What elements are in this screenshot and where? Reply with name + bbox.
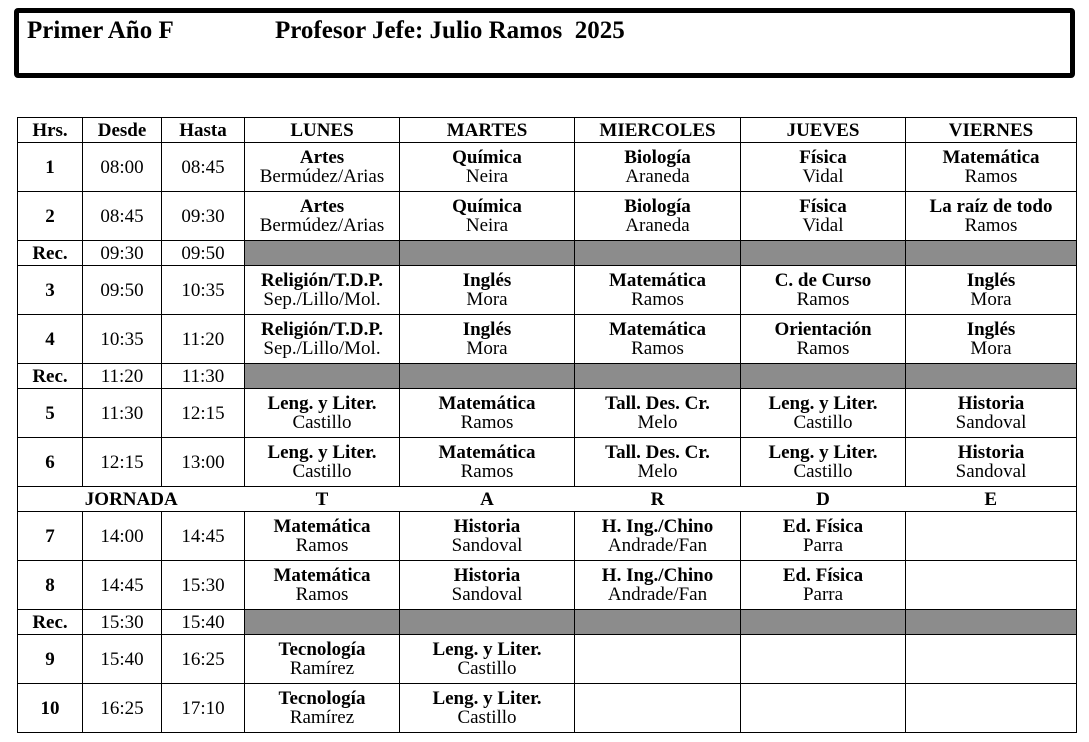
subject-name: Biología xyxy=(624,196,691,217)
to-cell: 08:45 xyxy=(162,143,245,192)
subject-name: Biología xyxy=(624,147,691,168)
subject-name: H. Ing./Chino xyxy=(601,565,714,586)
subject-name: Leng. y Liter. xyxy=(267,442,377,463)
class-cell xyxy=(245,635,400,684)
subject-name: Tecnología xyxy=(278,688,366,709)
teacher-name: Ramos xyxy=(796,338,850,359)
from-cell: 15:30 xyxy=(83,610,162,635)
recess-cell xyxy=(245,241,400,266)
header-box xyxy=(14,8,1075,78)
class-cell xyxy=(400,315,575,364)
subject-name: Matemática xyxy=(273,516,371,537)
to-cell: 11:30 xyxy=(162,364,245,389)
to-cell: 12:15 xyxy=(162,389,245,438)
recess-cell xyxy=(906,364,1077,389)
col-jueves: JUEVES xyxy=(741,118,906,143)
subject-name: Química xyxy=(452,196,522,217)
hour-cell: 5 xyxy=(18,389,83,438)
class-cell xyxy=(575,192,741,241)
teacher-name: Mora xyxy=(970,289,1012,310)
hour-cell: 8 xyxy=(18,561,83,610)
jornada-letter: E xyxy=(906,487,1077,512)
teacher-name: Mora xyxy=(466,289,508,310)
hour-cell: 1 xyxy=(18,143,83,192)
recess-row xyxy=(18,364,1077,389)
class-cell xyxy=(245,143,400,192)
class-cell xyxy=(906,635,1077,684)
to-cell: 09:30 xyxy=(162,192,245,241)
class-cell xyxy=(906,266,1077,315)
from-cell: 08:45 xyxy=(83,192,162,241)
class-cell xyxy=(741,315,906,364)
hour-cell: 2 xyxy=(18,192,83,241)
subject-name: Historia xyxy=(453,516,521,537)
jornada-letter: R xyxy=(575,487,741,512)
class-cell xyxy=(741,192,906,241)
class-cell xyxy=(400,438,575,487)
subject-name: Ed. Física xyxy=(782,516,864,537)
class-cell xyxy=(245,192,400,241)
subject-name: Inglés xyxy=(966,270,1016,291)
teacher-name: Sep./Lillo/Mol. xyxy=(263,289,381,310)
recess-cell xyxy=(741,364,906,389)
subject-name: Leng. y Liter. xyxy=(768,393,878,414)
class-cell xyxy=(245,315,400,364)
class-cell xyxy=(575,389,741,438)
class-cell xyxy=(575,512,741,561)
subject-name: La raíz de todo xyxy=(929,196,1053,217)
subject-name: Tall. Des. Cr. xyxy=(605,393,710,414)
class-cell xyxy=(400,684,575,733)
teacher-name: Castillo xyxy=(457,707,517,728)
subject-name: Historia xyxy=(453,565,521,586)
subject-name: Religión/T.D.P. xyxy=(261,270,383,291)
teacher-name: Vidal xyxy=(802,215,844,236)
class-cell xyxy=(906,684,1077,733)
to-cell: 11:20 xyxy=(162,315,245,364)
class-cell xyxy=(906,512,1077,561)
class-cell xyxy=(575,684,741,733)
hour-cell: 9 xyxy=(18,635,83,684)
recess-cell xyxy=(400,241,575,266)
teacher-name: Castillo xyxy=(292,412,352,433)
subject-name: Física xyxy=(799,147,847,168)
subject-name: Matemática xyxy=(438,393,536,414)
teacher-name: Araneda xyxy=(625,166,690,187)
schedule-table xyxy=(17,117,1077,733)
subject-name: Matemática xyxy=(273,565,371,586)
hour-cell: Rec. xyxy=(18,241,83,266)
hour-cell: Rec. xyxy=(18,364,83,389)
teacher-name: Melo xyxy=(637,461,678,482)
table-row xyxy=(18,561,1077,610)
recess-cell xyxy=(906,241,1077,266)
header-row xyxy=(18,118,1077,143)
teacher-name: Sandoval xyxy=(955,461,1027,482)
from-cell: 10:35 xyxy=(83,315,162,364)
to-cell: 16:25 xyxy=(162,635,245,684)
subject-name: Leng. y Liter. xyxy=(267,393,377,414)
class-cell xyxy=(575,635,741,684)
class-cell xyxy=(906,192,1077,241)
class-cell xyxy=(741,438,906,487)
subject-name: C. de Curso xyxy=(774,270,872,291)
subject-name: Matemática xyxy=(438,442,536,463)
class-cell xyxy=(400,266,575,315)
head-teacher: Profesor Jefe: Julio Ramos 2025 xyxy=(275,17,625,44)
teacher-name: Ramos xyxy=(631,289,684,310)
class-cell xyxy=(741,512,906,561)
subject-name: Religión/T.D.P. xyxy=(261,319,383,340)
teacher-name: Castillo xyxy=(793,461,853,482)
class-cell xyxy=(400,561,575,610)
teacher-name: Bermúdez/Arias xyxy=(259,166,385,187)
recess-cell xyxy=(400,364,575,389)
to-cell: 09:50 xyxy=(162,241,245,266)
hour-cell: 6 xyxy=(18,438,83,487)
recess-cell xyxy=(400,610,575,635)
class-cell xyxy=(400,389,575,438)
teacher-name: Andrade/Fan xyxy=(607,584,708,605)
class-cell xyxy=(906,438,1077,487)
recess-cell xyxy=(575,610,741,635)
jornada-row xyxy=(18,487,1077,512)
teacher-name: Ramos xyxy=(460,412,514,433)
subject-name: H. Ing./Chino xyxy=(601,516,714,537)
class-cell xyxy=(741,266,906,315)
jornada-letter: D xyxy=(741,487,906,512)
table-row xyxy=(18,143,1077,192)
teacher-name: Mora xyxy=(466,338,508,359)
subject-name: Física xyxy=(799,196,847,217)
subject-name: Artes xyxy=(299,196,345,217)
to-cell: 13:00 xyxy=(162,438,245,487)
teacher-name: Ramírez xyxy=(289,707,355,728)
subject-name: Inglés xyxy=(462,319,512,340)
class-cell xyxy=(400,143,575,192)
class-cell xyxy=(575,266,741,315)
class-cell xyxy=(245,438,400,487)
class-cell xyxy=(741,635,906,684)
col-hrs: Hrs. xyxy=(18,118,83,143)
teacher-name: Bermúdez/Arias xyxy=(259,215,385,236)
subject-name: Orientación xyxy=(774,319,872,340)
table-row xyxy=(18,389,1077,438)
recess-cell xyxy=(741,610,906,635)
class-cell xyxy=(906,561,1077,610)
subject-name: Matemática xyxy=(942,147,1040,168)
teacher-name: Ramos xyxy=(796,289,850,310)
recess-cell xyxy=(245,610,400,635)
teacher-name: Vidal xyxy=(802,166,844,187)
hour-cell: 3 xyxy=(18,266,83,315)
to-cell: 14:45 xyxy=(162,512,245,561)
class-cell xyxy=(245,561,400,610)
subject-name: Historia xyxy=(957,393,1025,414)
table-row xyxy=(18,684,1077,733)
teacher-name: Neira xyxy=(465,215,509,236)
subject-name: Tall. Des. Cr. xyxy=(605,442,710,463)
teacher-name: Sandoval xyxy=(955,412,1027,433)
teacher-name: Ramos xyxy=(295,535,349,556)
to-cell: 15:40 xyxy=(162,610,245,635)
to-cell: 15:30 xyxy=(162,561,245,610)
col-viernes: VIERNES xyxy=(906,118,1077,143)
teacher-name: Sandoval xyxy=(451,584,523,605)
subject-name: Inglés xyxy=(462,270,512,291)
jornada-letter: T xyxy=(245,487,400,512)
hour-cell: 10 xyxy=(18,684,83,733)
table-row xyxy=(18,635,1077,684)
from-cell: 09:50 xyxy=(83,266,162,315)
col-martes: MARTES xyxy=(400,118,575,143)
subject-name: Leng. y Liter. xyxy=(432,639,542,660)
subject-name: Matemática xyxy=(608,319,707,340)
recess-cell xyxy=(575,364,741,389)
to-cell: 17:10 xyxy=(162,684,245,733)
subject-name: Tecnología xyxy=(278,639,366,660)
from-cell: 11:30 xyxy=(83,389,162,438)
class-cell xyxy=(245,684,400,733)
class-cell xyxy=(245,266,400,315)
recess-cell xyxy=(906,610,1077,635)
teacher-name: Ramos xyxy=(964,166,1018,187)
teacher-name: Ramos xyxy=(295,584,349,605)
from-cell: 08:00 xyxy=(83,143,162,192)
col-hasta: Hasta xyxy=(162,118,245,143)
subject-name: Leng. y Liter. xyxy=(432,688,542,709)
teacher-name: Ramos xyxy=(964,215,1018,236)
teacher-name: Araneda xyxy=(625,215,690,236)
recess-row xyxy=(18,610,1077,635)
subject-name: Química xyxy=(452,147,522,168)
class-cell xyxy=(400,192,575,241)
subject-name: Artes xyxy=(299,147,345,168)
from-cell: 16:25 xyxy=(83,684,162,733)
teacher-name: Neira xyxy=(465,166,509,187)
class-cell xyxy=(245,512,400,561)
table-row xyxy=(18,315,1077,364)
teacher-name: Melo xyxy=(637,412,678,433)
class-cell xyxy=(575,143,741,192)
table-row xyxy=(18,512,1077,561)
class-cell xyxy=(741,684,906,733)
from-cell: 14:00 xyxy=(83,512,162,561)
subject-name: Inglés xyxy=(966,319,1016,340)
to-cell: 10:35 xyxy=(162,266,245,315)
teacher-name: Mora xyxy=(970,338,1012,359)
class-cell xyxy=(741,389,906,438)
col-miercoles: MIERCOLES xyxy=(575,118,741,143)
table-row xyxy=(18,438,1077,487)
from-cell: 15:40 xyxy=(83,635,162,684)
class-cell xyxy=(575,438,741,487)
teacher-name: Ramírez xyxy=(289,658,355,679)
col-desde: Desde xyxy=(83,118,162,143)
teacher-name: Castillo xyxy=(793,412,853,433)
jornada-label: JORNADA xyxy=(18,487,245,512)
subject-name: Ed. Física xyxy=(782,565,864,586)
teacher-name: Andrade/Fan xyxy=(607,535,708,556)
class-cell xyxy=(400,512,575,561)
table-row xyxy=(18,266,1077,315)
class-cell xyxy=(906,315,1077,364)
subject-name: Historia xyxy=(957,442,1025,463)
subject-name: Leng. y Liter. xyxy=(768,442,878,463)
class-cell xyxy=(400,635,575,684)
from-cell: 12:15 xyxy=(83,438,162,487)
class-cell xyxy=(741,143,906,192)
teacher-name: Castillo xyxy=(457,658,517,679)
jornada-letter: A xyxy=(400,487,575,512)
recess-cell xyxy=(575,241,741,266)
class-cell xyxy=(575,561,741,610)
class-cell xyxy=(906,389,1077,438)
from-cell: 14:45 xyxy=(83,561,162,610)
course-title: Primer Año F xyxy=(27,17,174,44)
subject-name: Matemática xyxy=(608,270,707,291)
recess-row xyxy=(18,241,1077,266)
teacher-name: Ramos xyxy=(460,461,514,482)
class-cell xyxy=(575,315,741,364)
class-cell xyxy=(741,561,906,610)
teacher-name: Parra xyxy=(802,535,844,556)
teacher-name: Castillo xyxy=(292,461,352,482)
from-cell: 11:20 xyxy=(83,364,162,389)
teacher-name: Ramos xyxy=(631,338,684,359)
teacher-name: Sandoval xyxy=(451,535,523,556)
class-cell xyxy=(245,389,400,438)
teacher-name: Sep./Lillo/Mol. xyxy=(263,338,381,359)
hour-cell: 7 xyxy=(18,512,83,561)
class-cell xyxy=(906,143,1077,192)
recess-cell xyxy=(741,241,906,266)
from-cell: 09:30 xyxy=(83,241,162,266)
hour-cell: Rec. xyxy=(18,610,83,635)
table-row xyxy=(18,192,1077,241)
hour-cell: 4 xyxy=(18,315,83,364)
col-lunes: LUNES xyxy=(245,118,400,143)
teacher-name: Parra xyxy=(802,584,844,605)
recess-cell xyxy=(245,364,400,389)
